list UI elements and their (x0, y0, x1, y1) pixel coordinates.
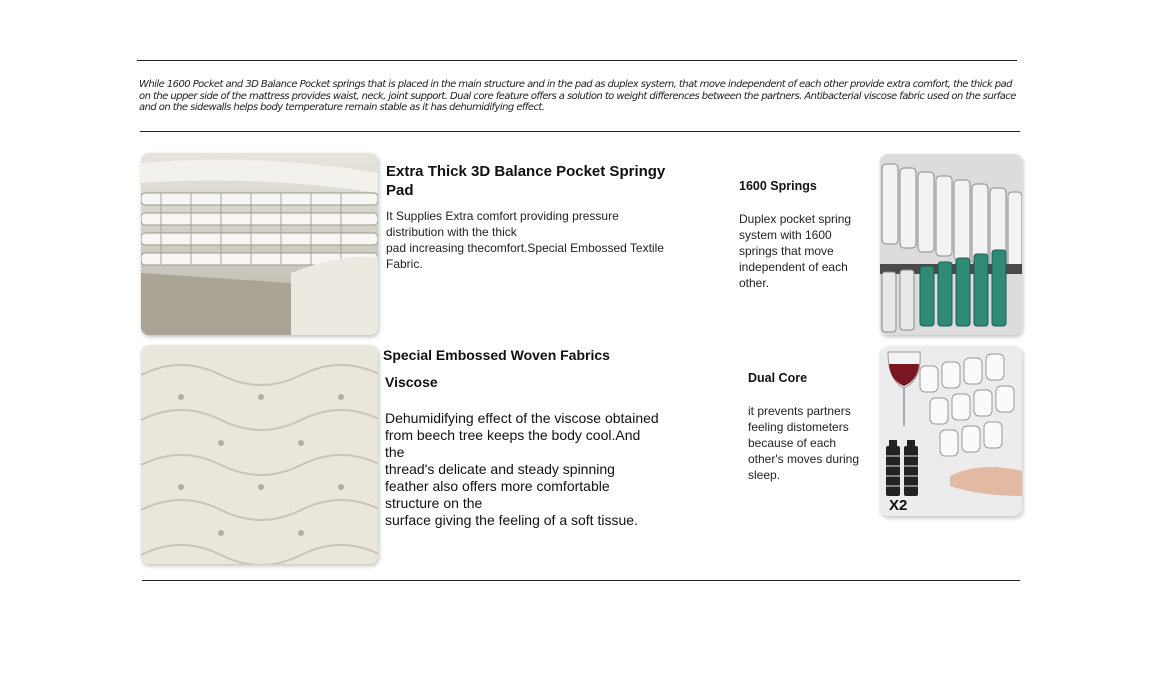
dual-core-title: Dual Core (748, 371, 808, 385)
springs-title: 1600 Springs (739, 179, 817, 193)
fabric-subtitle: Viscose (385, 374, 438, 390)
fabric-description-line: thread's delicate and steady spinning feather also offers more comfortable structure on the (385, 461, 615, 511)
intro-paragraph: While 1600 Pocket and 3D Balance Pocket springs that is placed in the main structure and in the pad as duplex system, that move independent of each other provide extra comfort, the thick pad on the upper side of the mattress provides waist, neck, joint support. Dual core feature offers a solution to weight differences between the partners. Antibacterial viscose fabric used on the surface and on the sidewalls helps body temperature remain stable as it has dehumidifying effect. (139, 79, 1016, 113)
pad-description-line: pad increasing thecomfort.Special Embossed Textile Fabric. (386, 241, 664, 271)
pad-edge-photo (141, 153, 378, 335)
pocket-springs-photo (880, 154, 1022, 335)
top-divider (137, 60, 1017, 61)
fabric-description-line: surface giving the feeling of a soft tissue. (385, 512, 638, 528)
intro-divider (140, 131, 1020, 132)
dual-core-photo (880, 346, 1022, 516)
embossed-fabric-photo (141, 345, 378, 564)
springs-description: Duplex pocket spring system with 1600 springs that move independent of each other. (739, 212, 852, 290)
fabric-title: Special Embossed Woven Fabrics (383, 347, 610, 363)
dual-core-description: it prevents partners feeling distometers because of each other's moves during sleep. (748, 404, 860, 482)
fabric-description-line: Dehumidifying effect of the viscose obtained from beech tree keeps the body cool.And the (385, 410, 659, 460)
pad-description (386, 208, 676, 272)
bottom-divider (142, 580, 1020, 581)
pad-description-line: It Supplies Extra comfort providing pressure distribution with the thick (386, 209, 619, 239)
pad-title: Extra Thick 3D Balance Pocket Springy Pad (386, 163, 666, 199)
fabric-description (385, 410, 660, 529)
dual-core-badge: X2 (889, 497, 908, 514)
